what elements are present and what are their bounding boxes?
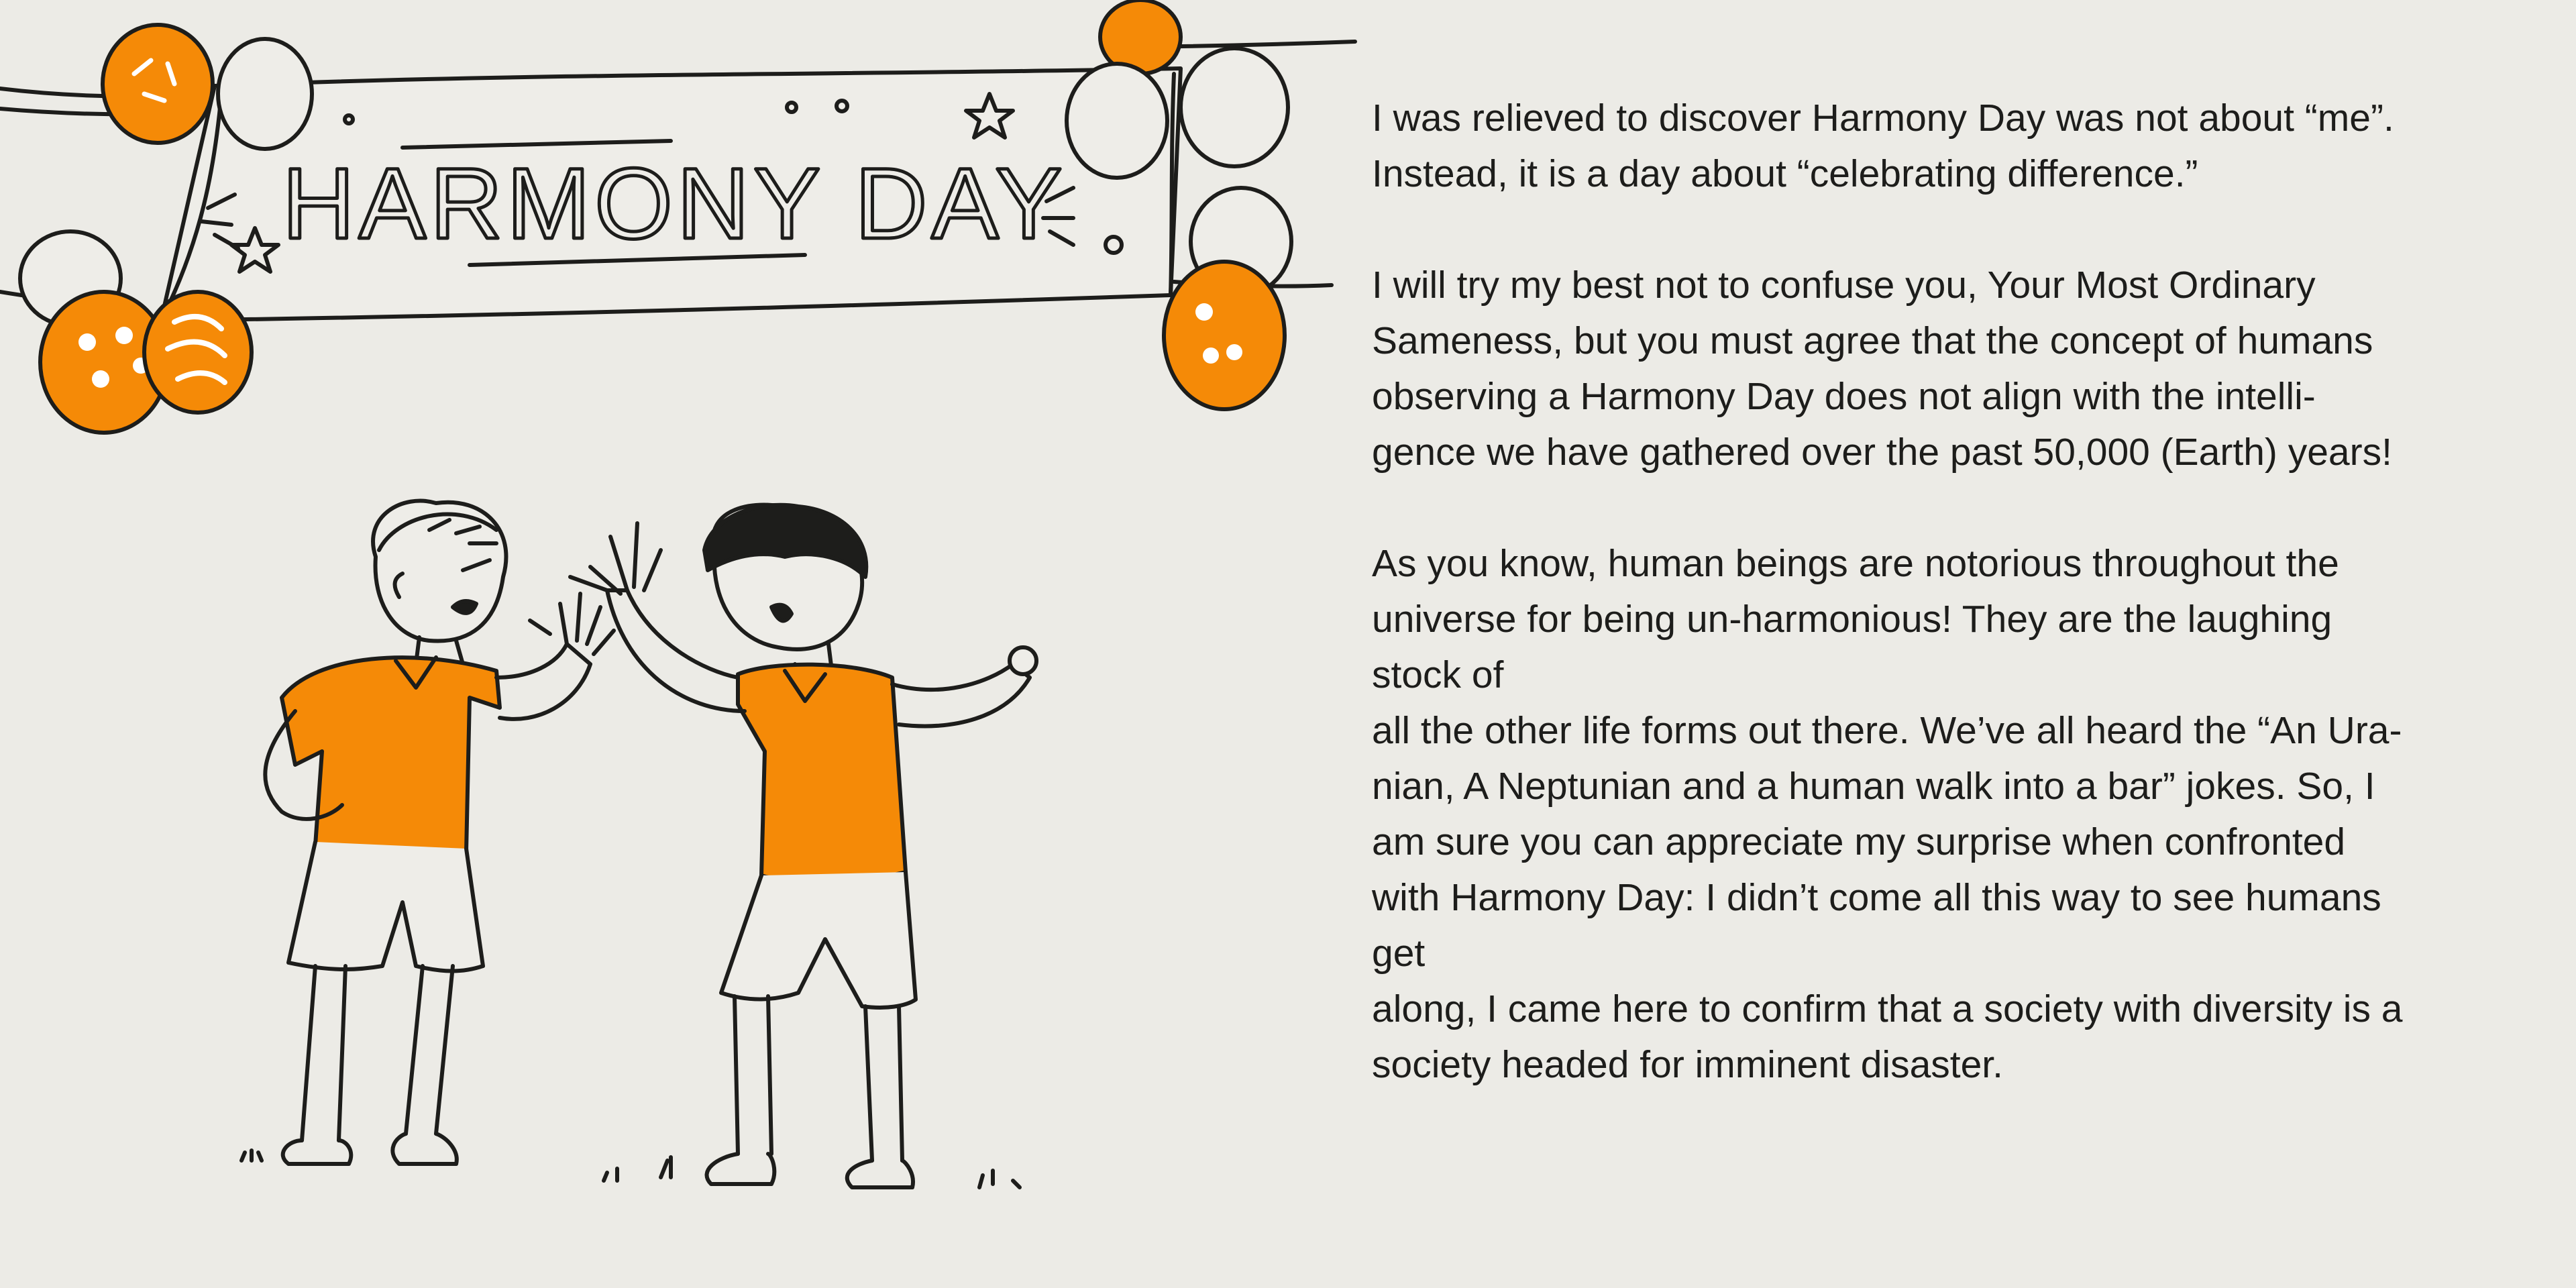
text-line: I will try my best not to confuse you, Your Most Ordinary	[1372, 264, 2316, 307]
text-line: observing a Harmony Day does not align with the intelli-	[1372, 375, 2316, 418]
text-line: nian, A Neptunian and a human walk into a bar” jokes. So, I	[1372, 765, 2375, 808]
text-line: society headed for imminent disaster.	[1372, 1043, 2003, 1086]
text-line: universe for being un-harmonious! They are the laughing	[1372, 598, 2332, 641]
text-line: with Harmony Day: I didn’t come all this way to see humans	[1372, 876, 2381, 919]
paragraph-1	[1372, 91, 2512, 202]
text-line: along, I came here to confirm that a society with diversity is a	[1372, 987, 2403, 1030]
text-line: stock of	[1372, 653, 1504, 696]
text-line: As you know, human beings are notorious throughout the	[1372, 542, 2339, 585]
paragraph-2	[1372, 258, 2512, 480]
boy-right	[570, 505, 1036, 1188]
boy-left	[265, 501, 614, 1164]
paragraph-3	[1372, 536, 2512, 1093]
text-line: all the other life forms out there. We’ve all heard the “An Ura-	[1372, 709, 2402, 752]
banner-title: HARMONY DAY	[282, 147, 1067, 260]
text-line: am sure you can appreciate my surprise when confronted	[1372, 820, 2346, 863]
story-text	[1372, 91, 2512, 1093]
text-line: I was relieved to discover Harmony Day was not about “me”.	[1372, 97, 2394, 140]
balloon-cluster-right-bottom	[1164, 188, 1291, 409]
text-line: get	[1372, 932, 1426, 975]
text-line: Sameness, but you must agree that the concept of humans	[1372, 319, 2373, 362]
text-line: gence we have gathered over the past 50,000 (Earth) years!	[1372, 431, 2392, 474]
text-line: Instead, it is a day about “celebrating difference.”	[1372, 152, 2198, 195]
